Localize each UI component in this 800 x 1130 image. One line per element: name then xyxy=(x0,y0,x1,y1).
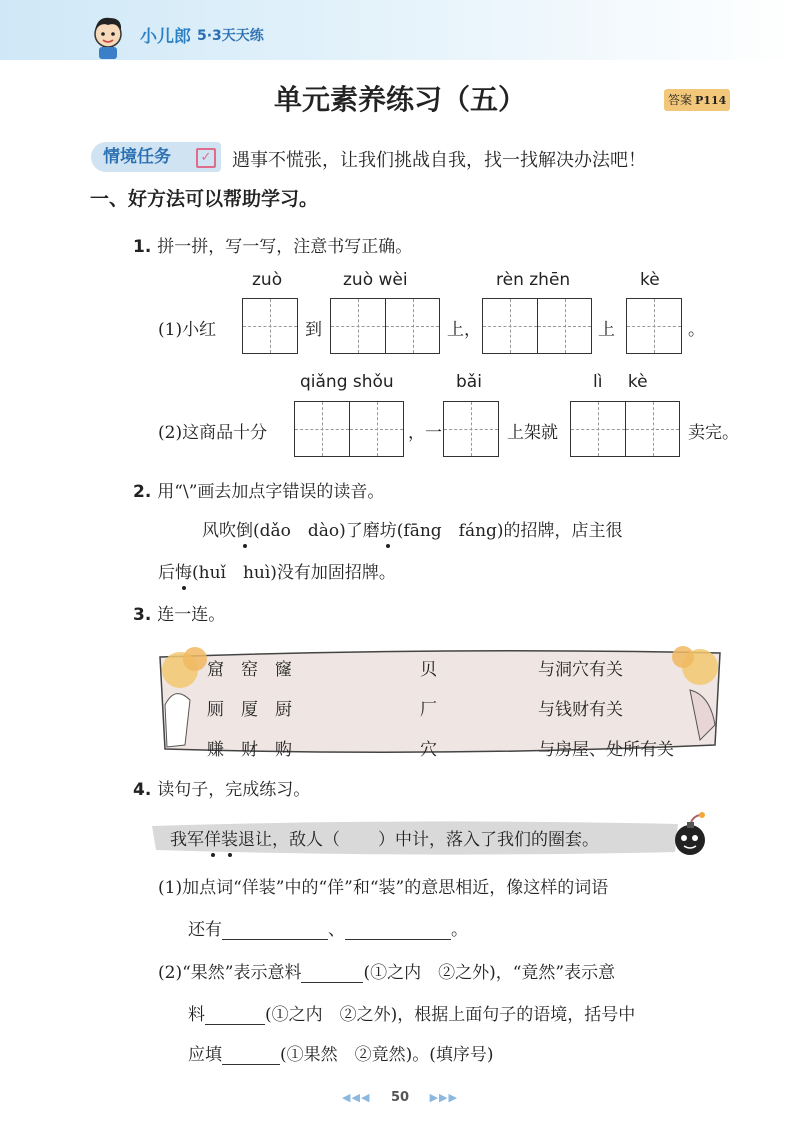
match-left-3[interactable]: 赚 财 购 xyxy=(207,740,292,760)
q2-prompt: 用“\”画去加点字错误的读音。 xyxy=(157,482,385,502)
q2-text: (fāng fáng)的招牌，店主很 xyxy=(396,521,623,541)
char-grid[interactable] xyxy=(570,401,680,457)
answer-blank[interactable] xyxy=(345,921,451,940)
pinyin-like: lì kè xyxy=(593,372,648,392)
match-right-3[interactable]: 与房屋、处所有关 xyxy=(538,740,674,760)
pinyin-renzhen: rèn zhēn xyxy=(496,270,571,290)
answer-page: P114 xyxy=(695,94,727,107)
q4-heading xyxy=(133,775,310,800)
char-grid[interactable] xyxy=(242,298,298,354)
page-number-bar xyxy=(0,1090,800,1105)
q4-sub1-line1: (1)加点词“佯装”中的“佯”和“装”的意思相近，像这样的词语 xyxy=(158,878,609,898)
dotted-char: 倒 xyxy=(236,516,253,541)
q2-line2 xyxy=(158,558,396,583)
dotted-char: 佯 xyxy=(204,825,221,850)
checkbox-icon: ✓ xyxy=(196,148,216,168)
pinyin-zuowei: zuò wèi xyxy=(343,270,408,290)
q1-line1-text3: 上 xyxy=(598,320,615,340)
q3-prompt: 连一连。 xyxy=(157,605,226,625)
answer-label: 答案 xyxy=(668,93,693,107)
right-arrows-icon: ▶▶▶ xyxy=(429,1091,458,1104)
dotted-char: 坊 xyxy=(380,516,397,541)
q3-heading xyxy=(133,600,225,625)
brand-name: 小儿郎 xyxy=(140,27,191,47)
q4-sentence xyxy=(170,825,599,850)
q1-line1-lead: (1)小红 xyxy=(158,320,217,340)
q1-line1-end: 。 xyxy=(688,320,705,340)
mascot-icon xyxy=(88,12,128,60)
q4-text: 还有 xyxy=(188,920,222,940)
answer-blank[interactable] xyxy=(222,921,328,940)
match-right-1[interactable]: 与洞穴有关 xyxy=(538,660,623,680)
q1-line2-text2: 上架就 xyxy=(507,423,558,443)
page-title: 单元素养练习（五） xyxy=(273,83,526,116)
q4-text: (①之内 ②之外)，根据上面句子的语境，括号中 xyxy=(265,1005,636,1025)
char-grid[interactable] xyxy=(294,401,404,457)
answer-blank[interactable] xyxy=(205,1006,265,1025)
q4-sub2-line3 xyxy=(188,1040,494,1065)
section-title: 一、好方法可以帮助学习。 xyxy=(90,188,319,210)
q2-text: (dǎo dào)了磨 xyxy=(253,521,380,541)
q4-text: 。 xyxy=(451,920,468,940)
answer-blank[interactable] xyxy=(222,1046,280,1065)
q4-sentence-text: ）中计，落入了我们的圈套。 xyxy=(378,830,599,850)
q4-sub2-line1 xyxy=(158,958,615,983)
q2-heading xyxy=(133,477,384,502)
match-left-2[interactable]: 厕 厦 厨 xyxy=(207,700,292,720)
q3-number: 3. xyxy=(133,605,152,625)
dotted-char: 悔 xyxy=(175,558,192,583)
q2-line1 xyxy=(202,516,623,541)
match-mid-3[interactable]: 穴 xyxy=(420,740,437,760)
q1-line2-lead: (2)这商品十分 xyxy=(158,423,268,443)
pinyin-bai: bǎi xyxy=(456,372,482,392)
task-badge-label: 情境任务 xyxy=(103,147,171,167)
q4-sub1-line2 xyxy=(188,915,468,940)
match-mid-1[interactable]: 贝 xyxy=(420,660,437,680)
match-left-1[interactable]: 窟 窑 窿 xyxy=(207,660,292,680)
char-grid[interactable] xyxy=(443,401,499,457)
left-arrows-icon: ◀◀◀ xyxy=(342,1091,371,1104)
q4-prompt: 读句子，完成练习。 xyxy=(157,780,311,800)
page-number: 50 xyxy=(390,1090,410,1105)
q4-text: 料 xyxy=(188,1005,205,1025)
q1-number: 1. xyxy=(133,237,152,257)
q2-text: 风吹 xyxy=(202,521,236,541)
match-mid-2[interactable]: 厂 xyxy=(420,700,437,720)
char-grid[interactable] xyxy=(482,298,592,354)
q4-text: 、 xyxy=(328,920,345,940)
pinyin-zuo: zuò xyxy=(252,270,283,290)
q1-line1-text2: 上， xyxy=(447,320,481,340)
q1-prompt: 拼一拼，写一写，注意书写正确。 xyxy=(157,237,413,257)
q1-line2-end: 卖完。 xyxy=(688,423,739,443)
bomb-mascot-icon xyxy=(670,812,712,858)
brand-subtitle: 5·3天天练 xyxy=(197,28,264,44)
match-right-2[interactable]: 与钱财有关 xyxy=(538,700,623,720)
char-grid[interactable] xyxy=(626,298,682,354)
q1-line2-text1: ，一 xyxy=(408,423,442,443)
q4-number: 4. xyxy=(133,780,152,800)
answer-tag xyxy=(664,89,730,111)
q4-sub2-line2 xyxy=(188,1000,635,1025)
q1-heading xyxy=(133,232,412,257)
q4-text: (2)“果然”表示意料 xyxy=(158,963,302,983)
q4-text: 应填 xyxy=(188,1045,222,1065)
q4-sentence-text: 退让，敌人（ xyxy=(238,830,340,850)
q4-sentence-text: 我军 xyxy=(170,830,204,850)
char-grid[interactable] xyxy=(330,298,440,354)
pinyin-qiangshou: qiǎng shǒu xyxy=(300,372,394,392)
answer-blank[interactable] xyxy=(301,964,363,983)
dotted-char: 装 xyxy=(221,825,238,850)
q4-text: (①果然 ②竟然)。(填序号) xyxy=(280,1045,494,1065)
q4-text: (①之内 ②之外)，“竟然”表示意 xyxy=(363,963,616,983)
q2-number: 2. xyxy=(133,482,152,502)
pinyin-ke: kè xyxy=(640,270,660,290)
q2-text: 后 xyxy=(158,563,175,583)
q2-text: (huǐ huì)没有加固招牌。 xyxy=(192,563,396,583)
q1-line1-text1: 到 xyxy=(305,320,322,340)
task-text: 遇事不慌张，让我们挑战自我，找一找解决办法吧！ xyxy=(232,150,646,171)
